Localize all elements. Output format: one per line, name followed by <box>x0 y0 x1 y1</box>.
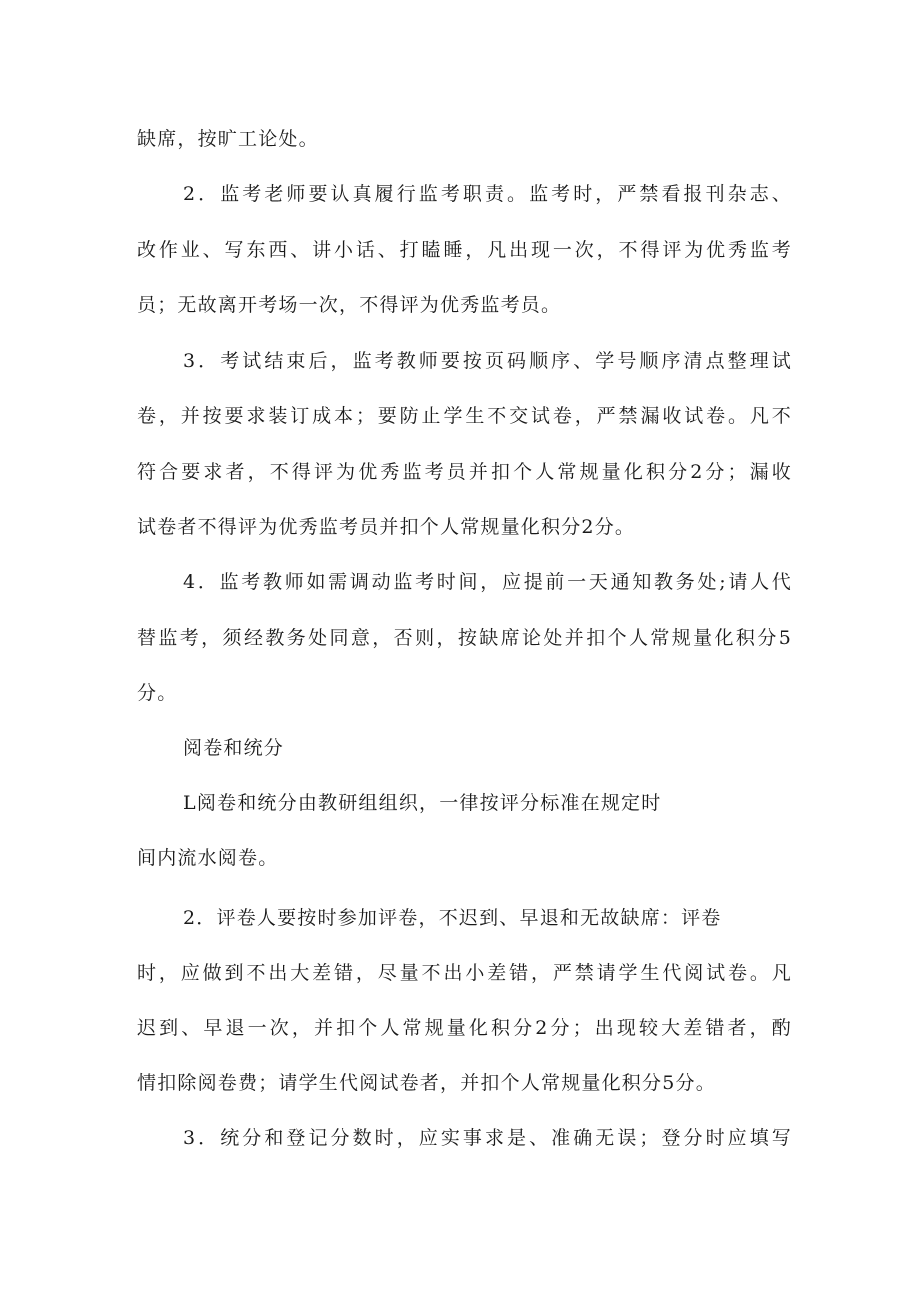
paragraph-line: 2．评卷人要按时参加评卷，不迟到、早退和无故缺席：评卷 <box>183 907 722 929</box>
paragraph-line: 员；无故离开考场一次，不得评为优秀监考员。 <box>137 294 562 316</box>
paragraph-line: 改作业、写东西、讲小话、打瞌睡，凡出现一次，不得评为优秀监考 <box>137 239 792 261</box>
paragraph-line: 试卷者不得评为优秀监考员并扣个人常规量化积分2分。 <box>137 516 636 538</box>
paragraph-line: 情扣除阅卷费；请学生代阅试卷者，并扣个人常规量化积分5分。 <box>137 1072 716 1094</box>
paragraph-line: 迟到、早退一次，并扣个人常规量化积分2分；出现较大差错者，酌 <box>137 1017 792 1039</box>
paragraph-line: 符合要求者，不得评为优秀监考员并扣个人常规量化积分2分；漏收 <box>137 461 792 483</box>
paragraph-line: 3．统分和登记分数时，应实事求是、准确无误；登分时应填写 <box>183 1127 792 1149</box>
paragraph-line: 2．监考老师要认真履行监考职责。监考时，严禁看报刊杂志、 <box>183 183 792 205</box>
paragraph-line: 缺席，按旷工论处。 <box>137 128 319 150</box>
paragraph-line: 分。 <box>137 682 178 704</box>
section-heading: 阅卷和统分 <box>183 737 285 759</box>
paragraph-line: L阅卷和统分由教研组组织，一律按评分标准在规定时 <box>183 792 662 814</box>
paragraph-line: 间内流水阅卷。 <box>137 847 279 869</box>
paragraph-line: 时，应做到不出大差错，尽量不出小差错，严禁请学生代阅试卷。凡 <box>137 962 792 984</box>
paragraph-line: 4．监考教师如需调动监考时间，应提前一天通知教务处;请人代 <box>183 571 792 593</box>
paragraph-line: 替监考，须经教务处同意，否则，按缺席论处并扣个人常规量化积分5 <box>137 627 792 649</box>
paragraph-line: 卷，并按要求装订成本；要防止学生不交试卷，严禁漏收试卷。凡不 <box>137 405 792 427</box>
paragraph-line: 3．考试结束后，监考教师要按页码顺序、学号顺序清点整理试 <box>183 350 792 372</box>
